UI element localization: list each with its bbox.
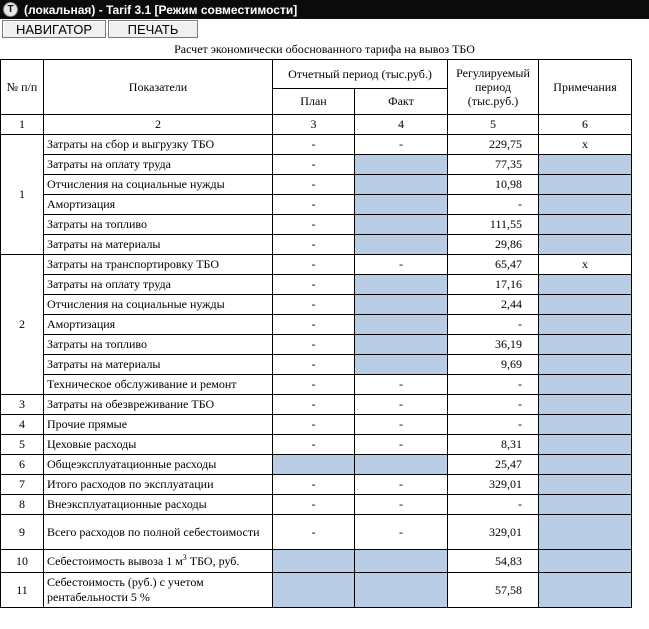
fact-cell xyxy=(355,335,448,355)
regulated-cell: 54,83 xyxy=(448,550,539,573)
row-label: Всего расходов по полной себестоимости xyxy=(44,515,273,550)
plan-cell: - xyxy=(273,155,355,175)
row-number: 1 xyxy=(1,135,44,255)
fact-cell xyxy=(355,315,448,335)
notes-cell xyxy=(539,415,632,435)
regulated-cell: 329,01 xyxy=(448,475,539,495)
notes-cell xyxy=(539,275,632,295)
row-number: 6 xyxy=(1,455,44,475)
row-label: Отчисления на социальные нужды xyxy=(44,175,273,195)
notes-cell xyxy=(539,435,632,455)
table-row xyxy=(1,515,632,550)
row-label: Прочие прямые xyxy=(44,415,273,435)
regulated-cell: - xyxy=(448,195,539,215)
row-label: Затраты на топливо xyxy=(44,215,273,235)
notes-cell xyxy=(539,195,632,215)
plan-cell: - xyxy=(273,255,355,275)
table-row xyxy=(1,195,632,215)
table-row xyxy=(1,415,632,435)
row-label: Затраты на оплату труда xyxy=(44,155,273,175)
fact-cell: - xyxy=(355,255,448,275)
table-row xyxy=(1,215,632,235)
table-row xyxy=(1,395,632,415)
plan-cell xyxy=(273,573,355,608)
notes-cell xyxy=(539,295,632,315)
notes-cell xyxy=(539,515,632,550)
plan-cell: - xyxy=(273,215,355,235)
row-label-text: Себестоимость вывоза 1 м xyxy=(47,554,183,568)
row-label: Затраты на материалы xyxy=(44,235,273,255)
notes-cell xyxy=(539,235,632,255)
regulated-cell: 36,19 xyxy=(448,335,539,355)
plan-cell: - xyxy=(273,475,355,495)
regulated-cell: - xyxy=(448,315,539,335)
row-label: Амортизация xyxy=(44,315,273,335)
regulated-cell: 77,35 xyxy=(448,155,539,175)
regulated-cell: 8,31 xyxy=(448,435,539,455)
table-row xyxy=(1,175,632,195)
header-indicators: Показатели xyxy=(44,60,273,115)
plan-cell: - xyxy=(273,275,355,295)
notes-cell xyxy=(539,155,632,175)
notes-cell xyxy=(539,355,632,375)
plan-cell: - xyxy=(273,335,355,355)
notes-cell xyxy=(539,475,632,495)
col-number-4: 4 xyxy=(355,115,448,135)
tariff-table xyxy=(0,59,632,608)
table-title: Расчет экономически обоснованного тарифа на вывоз ТБО xyxy=(174,42,475,56)
fact-cell: - xyxy=(355,435,448,455)
notes-cell xyxy=(539,573,632,608)
notes-cell xyxy=(539,175,632,195)
table-row xyxy=(1,155,632,175)
plan-cell: - xyxy=(273,315,355,335)
row-number: 8 xyxy=(1,495,44,515)
regulated-cell: 329,01 xyxy=(448,515,539,550)
row-number: 7 xyxy=(1,475,44,495)
table-row xyxy=(1,315,632,335)
regulated-cell: - xyxy=(448,375,539,395)
fact-cell xyxy=(355,455,448,475)
row-number: 5 xyxy=(1,435,44,455)
row-label: Затраты на оплату труда xyxy=(44,275,273,295)
regulated-cell: 25,47 xyxy=(448,455,539,475)
notes-cell xyxy=(539,550,632,573)
table-row xyxy=(1,573,632,608)
fact-cell: - xyxy=(355,375,448,395)
row-label: Затраты на транспортировку ТБО xyxy=(44,255,273,275)
table-row xyxy=(1,375,632,395)
fact-cell: - xyxy=(355,515,448,550)
fact-cell: - xyxy=(355,415,448,435)
plan-cell xyxy=(273,455,355,475)
plan-cell: - xyxy=(273,515,355,550)
header-plan: План xyxy=(273,89,355,115)
header-regulated-period: Регулируемый период (тыс.руб.) xyxy=(448,60,539,115)
row-label xyxy=(44,550,273,573)
col-number-6: 6 xyxy=(539,115,632,135)
regulated-cell: 229,75 xyxy=(448,135,539,155)
row-label: Затраты на обезвреживание ТБО xyxy=(44,395,273,415)
header-num: № п/п xyxy=(1,60,44,115)
regulated-cell: 10,98 xyxy=(448,175,539,195)
fact-cell xyxy=(355,573,448,608)
row-label: Цеховые расходы xyxy=(44,435,273,455)
plan-cell: - xyxy=(273,395,355,415)
window-title: (локальная) - Tarif 3.1 [Режим совместимости] xyxy=(24,2,298,17)
regulated-cell: - xyxy=(448,495,539,515)
col-number-5: 5 xyxy=(448,115,539,135)
fact-cell xyxy=(355,275,448,295)
col-number-2: 2 xyxy=(44,115,273,135)
header-fact: Факт xyxy=(355,89,448,115)
header-notes: Примечания xyxy=(539,60,632,115)
notes-cell: x xyxy=(539,135,632,155)
col-number-1: 1 xyxy=(1,115,44,135)
fact-cell xyxy=(355,175,448,195)
toolbar xyxy=(0,19,649,40)
row-label: Затраты на материалы xyxy=(44,355,273,375)
plan-cell: - xyxy=(273,235,355,255)
fact-cell: - xyxy=(355,135,448,155)
table-row xyxy=(1,135,632,155)
table-row xyxy=(1,475,632,495)
fact-cell: - xyxy=(355,495,448,515)
notes-cell xyxy=(539,315,632,335)
navigator-button[interactable]: НАВИГАТОР xyxy=(2,20,106,38)
plan-cell: - xyxy=(273,195,355,215)
fact-cell: - xyxy=(355,395,448,415)
notes-cell xyxy=(539,215,632,235)
table-row xyxy=(1,435,632,455)
print-button[interactable]: ПЕЧАТЬ xyxy=(108,20,198,38)
regulated-cell: 9,69 xyxy=(448,355,539,375)
table-row xyxy=(1,455,632,475)
row-label: Затраты на сбор и выгрузку ТБО xyxy=(44,135,273,155)
notes-cell xyxy=(539,455,632,475)
regulated-cell: - xyxy=(448,395,539,415)
row-number: 2 xyxy=(1,255,44,395)
notes-cell xyxy=(539,495,632,515)
fact-cell xyxy=(355,355,448,375)
header-reporting-period: Отчетный период (тыс.руб.) xyxy=(273,60,448,89)
plan-cell: - xyxy=(273,415,355,435)
row-label: Общеэксплуатационные расходы xyxy=(44,455,273,475)
fact-cell xyxy=(355,215,448,235)
plan-cell: - xyxy=(273,135,355,155)
regulated-cell: - xyxy=(448,415,539,435)
row-number: 4 xyxy=(1,415,44,435)
notes-cell: x xyxy=(539,255,632,275)
app-icon: T xyxy=(3,2,18,17)
window-titlebar xyxy=(0,0,649,19)
table-row xyxy=(1,495,632,515)
table-row xyxy=(1,335,632,355)
row-number: 9 xyxy=(1,515,44,550)
notes-cell xyxy=(539,375,632,395)
col-number-3: 3 xyxy=(273,115,355,135)
row-number: 10 xyxy=(1,550,44,573)
fact-cell xyxy=(355,155,448,175)
row-number: 11 xyxy=(1,573,44,608)
regulated-cell: 57,58 xyxy=(448,573,539,608)
plan-cell: - xyxy=(273,375,355,395)
row-label: Техническое обслуживание и ремонт xyxy=(44,375,273,395)
row-label: Отчисления на социальные нужды xyxy=(44,295,273,315)
row-label: Амортизация xyxy=(44,195,273,215)
fact-cell xyxy=(355,195,448,215)
regulated-cell: 111,55 xyxy=(448,215,539,235)
plan-cell: - xyxy=(273,435,355,455)
table-row xyxy=(1,295,632,315)
table-row xyxy=(1,275,632,295)
plan-cell: - xyxy=(273,355,355,375)
regulated-cell: 2,44 xyxy=(448,295,539,315)
notes-cell xyxy=(539,395,632,415)
row-label: Итого расходов по эксплуатации xyxy=(44,475,273,495)
notes-cell xyxy=(539,335,632,355)
table-row xyxy=(1,550,632,573)
plan-cell: - xyxy=(273,175,355,195)
regulated-cell: 29,86 xyxy=(448,235,539,255)
fact-cell xyxy=(355,550,448,573)
row-label: Затраты на топливо xyxy=(44,335,273,355)
fact-cell xyxy=(355,295,448,315)
table-row xyxy=(1,235,632,255)
row-label-tail: ТБО, руб. xyxy=(186,554,240,568)
row-label: Внеэксплуатационные расходы xyxy=(44,495,273,515)
plan-cell: - xyxy=(273,295,355,315)
regulated-cell: 17,16 xyxy=(448,275,539,295)
table-row xyxy=(1,355,632,375)
plan-cell: - xyxy=(273,495,355,515)
plan-cell xyxy=(273,550,355,573)
regulated-cell: 65,47 xyxy=(448,255,539,275)
row-label-superscript: 3 xyxy=(182,553,187,562)
table-row xyxy=(1,255,632,275)
fact-cell: - xyxy=(355,475,448,495)
fact-cell xyxy=(355,235,448,255)
row-label: Себестоимость (руб.) с учетом рентабельности 5 % xyxy=(44,573,273,608)
row-number: 3 xyxy=(1,395,44,415)
